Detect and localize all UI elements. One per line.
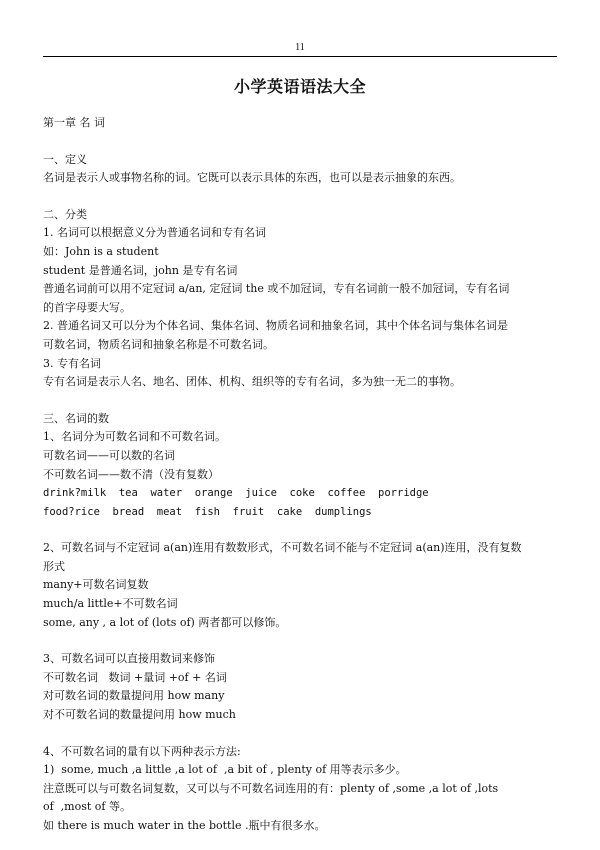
paragraph: 不可数名词——数不清（没有复数）	[43, 467, 219, 481]
example-line: student 是普通名词，john 是专有名词	[43, 263, 238, 277]
paragraph: 1) some, much ,a little ,a lot of ,a bit of , plenty of 用等表示多少。	[43, 763, 407, 777]
document-body	[43, 114, 559, 836]
word-list-food: food?rice bread meat fish fruit cake dumplings	[43, 505, 372, 518]
paragraph: 3、可数名词可以直接用数词来修饰	[43, 652, 215, 666]
paragraph: of ,most of 等。	[43, 800, 131, 814]
section-heading-definition: 一、定义	[43, 152, 87, 166]
paragraph: 普通名词前可以用不定冠词 a/an, 定冠词 the 或不加冠词，专有名词前一般不加冠词，专有名词	[43, 282, 510, 296]
page-number: 11	[295, 42, 305, 53]
paragraph: 对可数名词的数量提问用 how many	[43, 689, 225, 703]
section-heading-classification: 二、分类	[43, 207, 87, 221]
paragraph: 1. 名词可以根据意义分为普通名词和专有名词	[43, 226, 266, 240]
paragraph: 不可数名词 数词 +量词 +of + 名词	[43, 670, 227, 684]
word-list-drink: drink?milk tea water orange juice coke coffee porridge	[43, 487, 429, 500]
paragraph: 形式	[43, 559, 65, 573]
document-title: 小学英语语法大全	[233, 77, 366, 96]
section-heading-number: 三、名词的数	[43, 411, 109, 425]
paragraph: 可数名词——可以数的名词	[43, 448, 175, 462]
paragraph: 可数名词，物质名词和抽象名称是不可数名词。	[43, 337, 274, 351]
paragraph: 4、不可数名词的量有以下两种表示方法:	[43, 744, 241, 758]
paragraph: 的首字母要大写。	[43, 300, 131, 314]
paragraph: 专有名词是表示人名、地名、团体、机构、组织等的专有名词，多为独一无二的事物。	[43, 375, 461, 389]
paragraph: many+可数名词复数	[43, 578, 149, 592]
paragraph: 2. 普通名词又可以分为个体名词、集体名词、物质名词和抽象名词，其中个体名词与集体名词是	[43, 319, 508, 333]
example-line: 如：John is a student	[43, 244, 159, 258]
paragraph: 对不可数名词的数量提问用 how much	[43, 708, 236, 722]
paragraph: 1、名词分为可数名词和不可数名词。	[43, 430, 226, 444]
chapter-heading: 第一章 名 词	[43, 116, 105, 129]
paragraph: 如 there is much water in the bottle .瓶中有很多水。	[43, 819, 326, 832]
paragraph: much/a little+不可数名词	[43, 597, 178, 611]
paragraph: some, any , a lot of (lots of) 两者都可以修饰。	[43, 615, 287, 629]
paragraph: 名词是表示人或事物名称的词。它既可以表示具体的东西，也可以是表示抽象的东西。	[43, 171, 461, 185]
paragraph: 注意既可以与可数名词复数，又可以与不可数名词连用的有：plenty of ,some ,a lot of ,lots	[43, 781, 499, 795]
paragraph: 3. 专有名词	[43, 356, 101, 370]
header-rule	[43, 56, 557, 57]
paragraph: 2、可数名词与不定冠词 a(an)连用有数数形式，不可数名词不能与不定冠词 a(an)连用，没有复数	[43, 541, 522, 555]
